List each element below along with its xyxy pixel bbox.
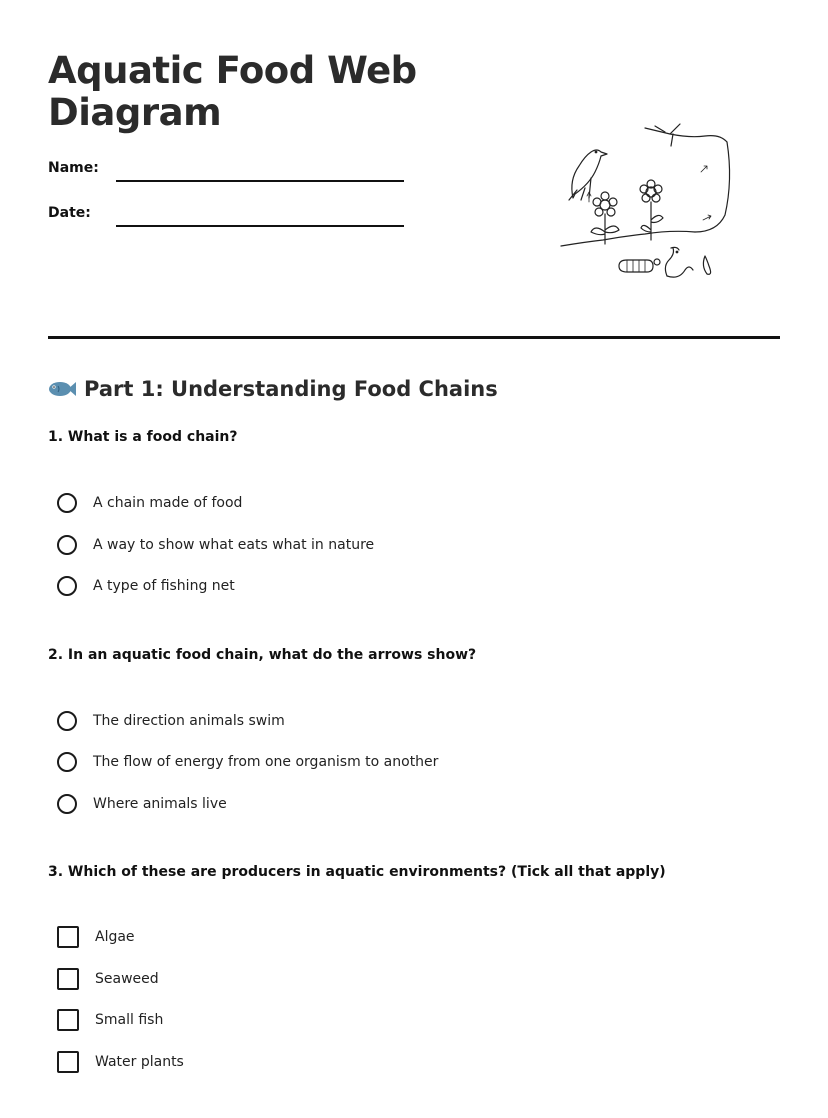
name-field[interactable] <box>116 180 404 182</box>
checkbox[interactable] <box>57 926 79 948</box>
question-2: 2. In an aquatic food chain, what do the arrows show? <box>48 647 477 663</box>
fish-icon <box>48 378 76 400</box>
option-label: Algae <box>95 929 135 945</box>
question-1: 1. What is a food chain? <box>48 429 238 445</box>
q1-option-2[interactable] <box>57 533 374 557</box>
checkbox[interactable] <box>57 1051 79 1073</box>
name-label: Name: <box>48 160 99 176</box>
option-label: A way to show what eats what in nature <box>93 537 375 553</box>
option-label: The direction animals swim <box>93 713 285 729</box>
radio-button[interactable] <box>57 794 77 814</box>
question-3: 3. Which of these are producers in aquatic environments? (Tick all that apply) <box>48 864 666 880</box>
q3-option-1[interactable] <box>57 925 135 949</box>
q3-option-2[interactable] <box>57 967 159 991</box>
checkbox[interactable] <box>57 1009 79 1031</box>
option-label: A type of fishing net <box>93 578 235 594</box>
q2-option-1[interactable] <box>57 709 285 733</box>
radio-button[interactable] <box>57 576 77 596</box>
radio-button[interactable] <box>57 752 77 772</box>
option-label: Seaweed <box>95 971 159 987</box>
q1-option-3[interactable] <box>57 574 235 598</box>
q3-option-3[interactable] <box>57 1008 163 1032</box>
date-label: Date: <box>48 205 91 221</box>
q3-option-4[interactable] <box>57 1050 184 1074</box>
q2-option-3[interactable] <box>57 792 227 816</box>
section-divider <box>48 336 780 339</box>
option-label: Small fish <box>95 1012 164 1028</box>
radio-button[interactable] <box>57 535 77 555</box>
part1-heading-text: Part 1: Understanding Food Chains <box>84 377 498 401</box>
option-label: Water plants <box>95 1054 184 1070</box>
food-chain-illustration <box>555 120 735 285</box>
date-field[interactable] <box>116 225 404 227</box>
checkbox[interactable] <box>57 968 79 990</box>
option-label: A chain made of food <box>93 495 243 511</box>
radio-button[interactable] <box>57 493 77 513</box>
option-label: The flow of energy from one organism to another <box>93 754 439 770</box>
q1-option-1[interactable] <box>57 491 242 515</box>
worksheet-title: Aquatic Food Web Diagram <box>48 49 417 134</box>
option-label: Where animals live <box>93 796 227 812</box>
q2-option-2[interactable] <box>57 750 438 774</box>
radio-button[interactable] <box>57 711 77 731</box>
part1-heading <box>48 374 498 404</box>
